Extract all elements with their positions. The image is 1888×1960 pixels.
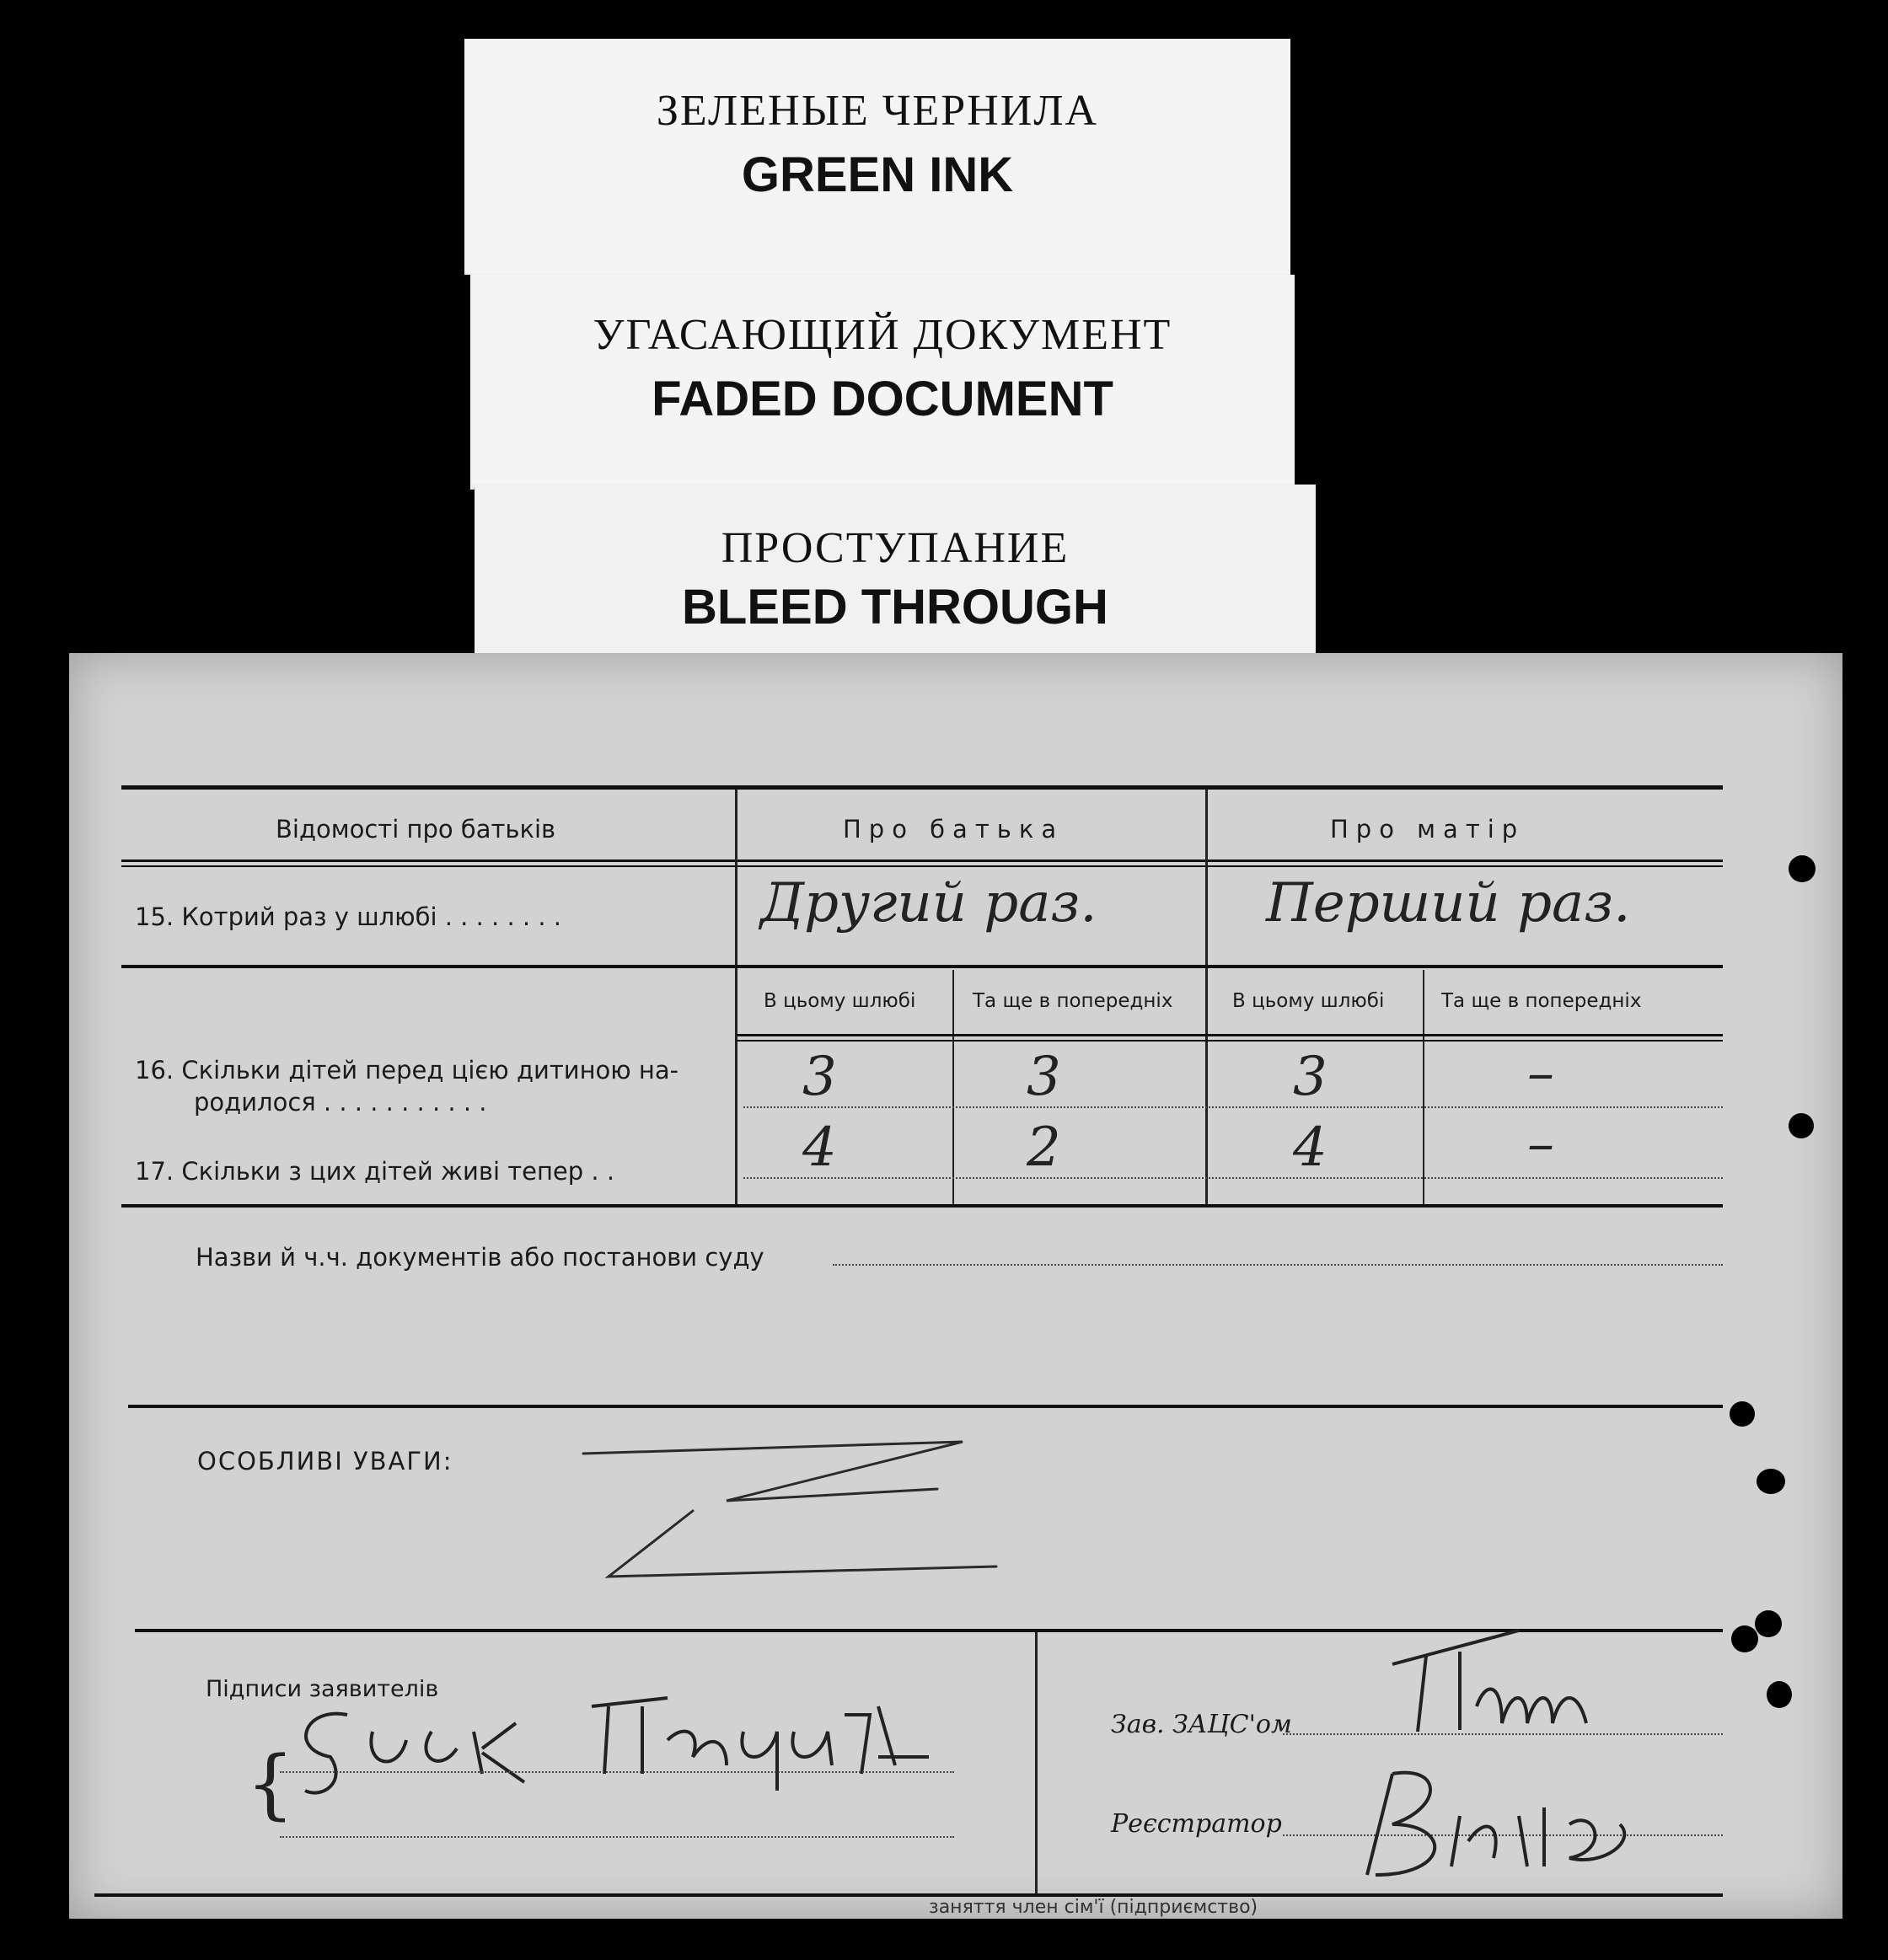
zags-head-signature (1333, 1605, 1637, 1748)
punch-hole-7 (1767, 1681, 1792, 1708)
documents-bottom-rule (128, 1405, 1723, 1408)
row17-label: 17. Скільки з цих дітей живі тепер . . (135, 1157, 615, 1186)
row15-bottom-rule (121, 965, 1723, 968)
punch-hole-4 (1730, 1401, 1755, 1427)
header-bottom-rule (121, 860, 1723, 862)
row16-mother-prev-value: – (1527, 1042, 1554, 1105)
row16-father-prev-value: 3 (1027, 1046, 1061, 1108)
father-this-marriage-subheader: В цьому шлюбі (764, 990, 916, 1012)
applicant-sign-line-1 (280, 1771, 954, 1773)
row17-bottom-rule (121, 1204, 1723, 1208)
row15-label: 15. Котрий раз у шлюбі . . . . . . . . (135, 902, 561, 931)
registrar-signature (1317, 1748, 1671, 1892)
green-ink-tag (464, 39, 1290, 275)
parents-info-header: Відомості про батьків (276, 815, 556, 843)
mother-this-marriage-subheader: В цьому шлюбі (1232, 990, 1385, 1012)
punch-hole-3 (1755, 1610, 1782, 1637)
row16-dotted-line (743, 1106, 1723, 1108)
data-divider-mother (1423, 1041, 1424, 1206)
sub-divider-mother (1423, 970, 1424, 1041)
subheader-bottom-rule-2 (737, 1040, 1723, 1042)
applicant-sign-line-2 (280, 1836, 954, 1838)
father-previous-subheader: Та ще в попередніх (973, 990, 1173, 1012)
punch-hole-5 (1757, 1469, 1785, 1494)
punch-hole-1 (1789, 855, 1816, 882)
header-bottom-rule-2 (121, 865, 1723, 867)
green-ink-ru-label: ЗЕЛЕНЫЕ ЧЕРНИЛА (656, 87, 1099, 135)
subheader-bottom-rule (737, 1034, 1723, 1036)
row15-mother-handwritten: Перший раз. (1266, 872, 1631, 934)
green-ink-en-label: GREEN INK (741, 147, 1014, 202)
sub-divider-father (952, 970, 954, 1041)
bleed-through-tag (475, 485, 1316, 672)
punch-hole-2 (1789, 1113, 1814, 1138)
applicant-bracket: { (246, 1740, 295, 1829)
bottom-rule (94, 1893, 1723, 1897)
col-divider-mother (1205, 790, 1208, 1206)
row16-label-line2: родилося . . . . . . . . . . . (194, 1088, 487, 1117)
birth-record-form (69, 653, 1842, 1919)
row17-dotted-line (743, 1177, 1723, 1179)
about-father-header: Про батька (843, 815, 1065, 843)
row16-mother-this-value: 3 (1293, 1046, 1328, 1108)
row15-father-handwritten: Другий раз. (760, 872, 1097, 934)
punch-hole-6 (1731, 1625, 1758, 1652)
row17-mother-prev-value: – (1527, 1113, 1554, 1175)
faded-document-ru-label: УГАСАЮЩИЙ ДОКУМЕНТ (593, 311, 1172, 359)
faded-document-tag (470, 275, 1295, 490)
top-rule (121, 785, 1723, 790)
mother-previous-subheader: Та ще в попередніх (1441, 990, 1642, 1012)
data-divider-father (952, 1041, 954, 1206)
signature-divider (1035, 1632, 1038, 1893)
remarks-z-strike (558, 1428, 1131, 1597)
bleed-through-ru-label: ПРОСТУПАНИЕ (721, 524, 1070, 572)
zags-head-label: Зав. ЗАЦС'ом (1111, 1710, 1292, 1739)
applicants-label: Підписи заявителів (206, 1676, 439, 1702)
about-mother-header: Про матір (1330, 815, 1526, 843)
row17-father-prev-value: 2 (1027, 1117, 1061, 1179)
row17-mother-this-value: 4 (1293, 1117, 1328, 1179)
documents-label: Назви й ч.ч. документів або постанови суду (196, 1243, 764, 1272)
applicant-signatures (271, 1681, 963, 1807)
documents-dotted-line (833, 1264, 1723, 1266)
faded-document-en-label: FADED DOCUMENT (652, 372, 1113, 426)
remarks-label: ОСОБЛИВІ УВАГИ: (197, 1447, 453, 1475)
row16-label-line1: 16. Скільки дітей перед цією дитиною на- (135, 1056, 679, 1084)
registrar-label: Реєстратор (1111, 1809, 1282, 1839)
row16-father-this-value: 3 (802, 1046, 837, 1108)
bottom-cut-text: заняття член сім'ї (підприємство) (929, 1897, 1258, 1918)
row17-father-this-value: 4 (802, 1117, 837, 1179)
bleed-through-en-label: BLEED THROUGH (682, 580, 1108, 635)
col-divider-father (735, 790, 738, 1206)
